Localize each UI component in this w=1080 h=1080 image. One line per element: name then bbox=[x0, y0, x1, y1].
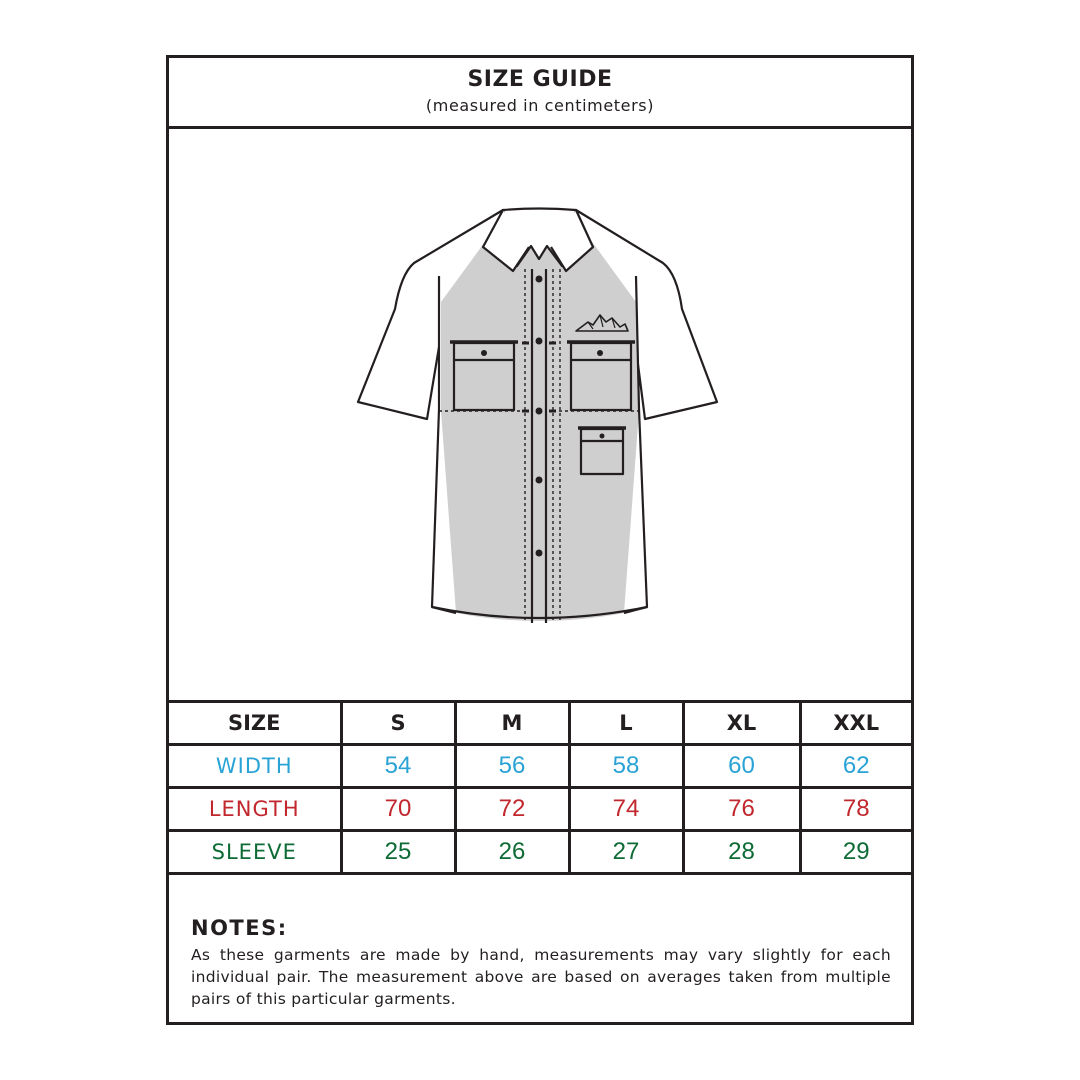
pocket-button-lower bbox=[600, 434, 605, 439]
button-4 bbox=[536, 477, 543, 484]
size-header-row bbox=[169, 702, 911, 745]
size-guide-frame bbox=[166, 55, 914, 1025]
size-header-m: M bbox=[455, 702, 569, 745]
length-s: 70 bbox=[341, 788, 455, 831]
length-m: 72 bbox=[455, 788, 569, 831]
button-1 bbox=[536, 276, 543, 283]
sleeve-s: 25 bbox=[341, 831, 455, 874]
size-table bbox=[169, 700, 911, 875]
width-xxl: 62 bbox=[800, 745, 911, 788]
width-xl: 60 bbox=[683, 745, 800, 788]
length-xl: 76 bbox=[683, 788, 800, 831]
button-5 bbox=[536, 550, 543, 557]
size-header-xl: XL bbox=[683, 702, 800, 745]
sleeve-xl: 28 bbox=[683, 831, 800, 874]
row-label-length: LENGTH bbox=[169, 788, 341, 831]
pocket-button-left bbox=[481, 350, 487, 356]
notes-section bbox=[191, 916, 891, 1010]
row-label-width: WIDTH bbox=[169, 745, 341, 788]
length-xxl: 78 bbox=[800, 788, 911, 831]
size-header-l: L bbox=[569, 702, 683, 745]
notes-title: NOTES: bbox=[191, 916, 288, 940]
row-label-sleeve: SLEEVE bbox=[169, 831, 341, 874]
table-row bbox=[169, 831, 911, 874]
shirt-illustration bbox=[169, 129, 911, 700]
sleeve-m: 26 bbox=[455, 831, 569, 874]
width-l: 58 bbox=[569, 745, 683, 788]
size-header-xxl: XXL bbox=[800, 702, 911, 745]
size-header-s: S bbox=[341, 702, 455, 745]
size-header-label: SIZE bbox=[169, 702, 341, 745]
size-guide-header bbox=[169, 58, 911, 129]
shirt-icon bbox=[169, 129, 911, 700]
length-l: 74 bbox=[569, 788, 683, 831]
page-title: SIZE GUIDE bbox=[467, 67, 613, 92]
page-subtitle: (measured in centimeters) bbox=[425, 96, 655, 115]
sleeve-xxl: 29 bbox=[800, 831, 911, 874]
width-m: 56 bbox=[455, 745, 569, 788]
button-2 bbox=[536, 338, 543, 345]
button-3 bbox=[536, 408, 543, 415]
sleeve-l: 27 bbox=[569, 831, 683, 874]
pocket-button-right bbox=[597, 350, 603, 356]
width-s: 54 bbox=[341, 745, 455, 788]
table-row bbox=[169, 788, 911, 831]
notes-body: As these garments are made by hand, measurements may vary slightly for each individual pair. The measurement above are based on averages taken from multiple pairs of this particular garments. bbox=[191, 946, 891, 1008]
table-row bbox=[169, 745, 911, 788]
